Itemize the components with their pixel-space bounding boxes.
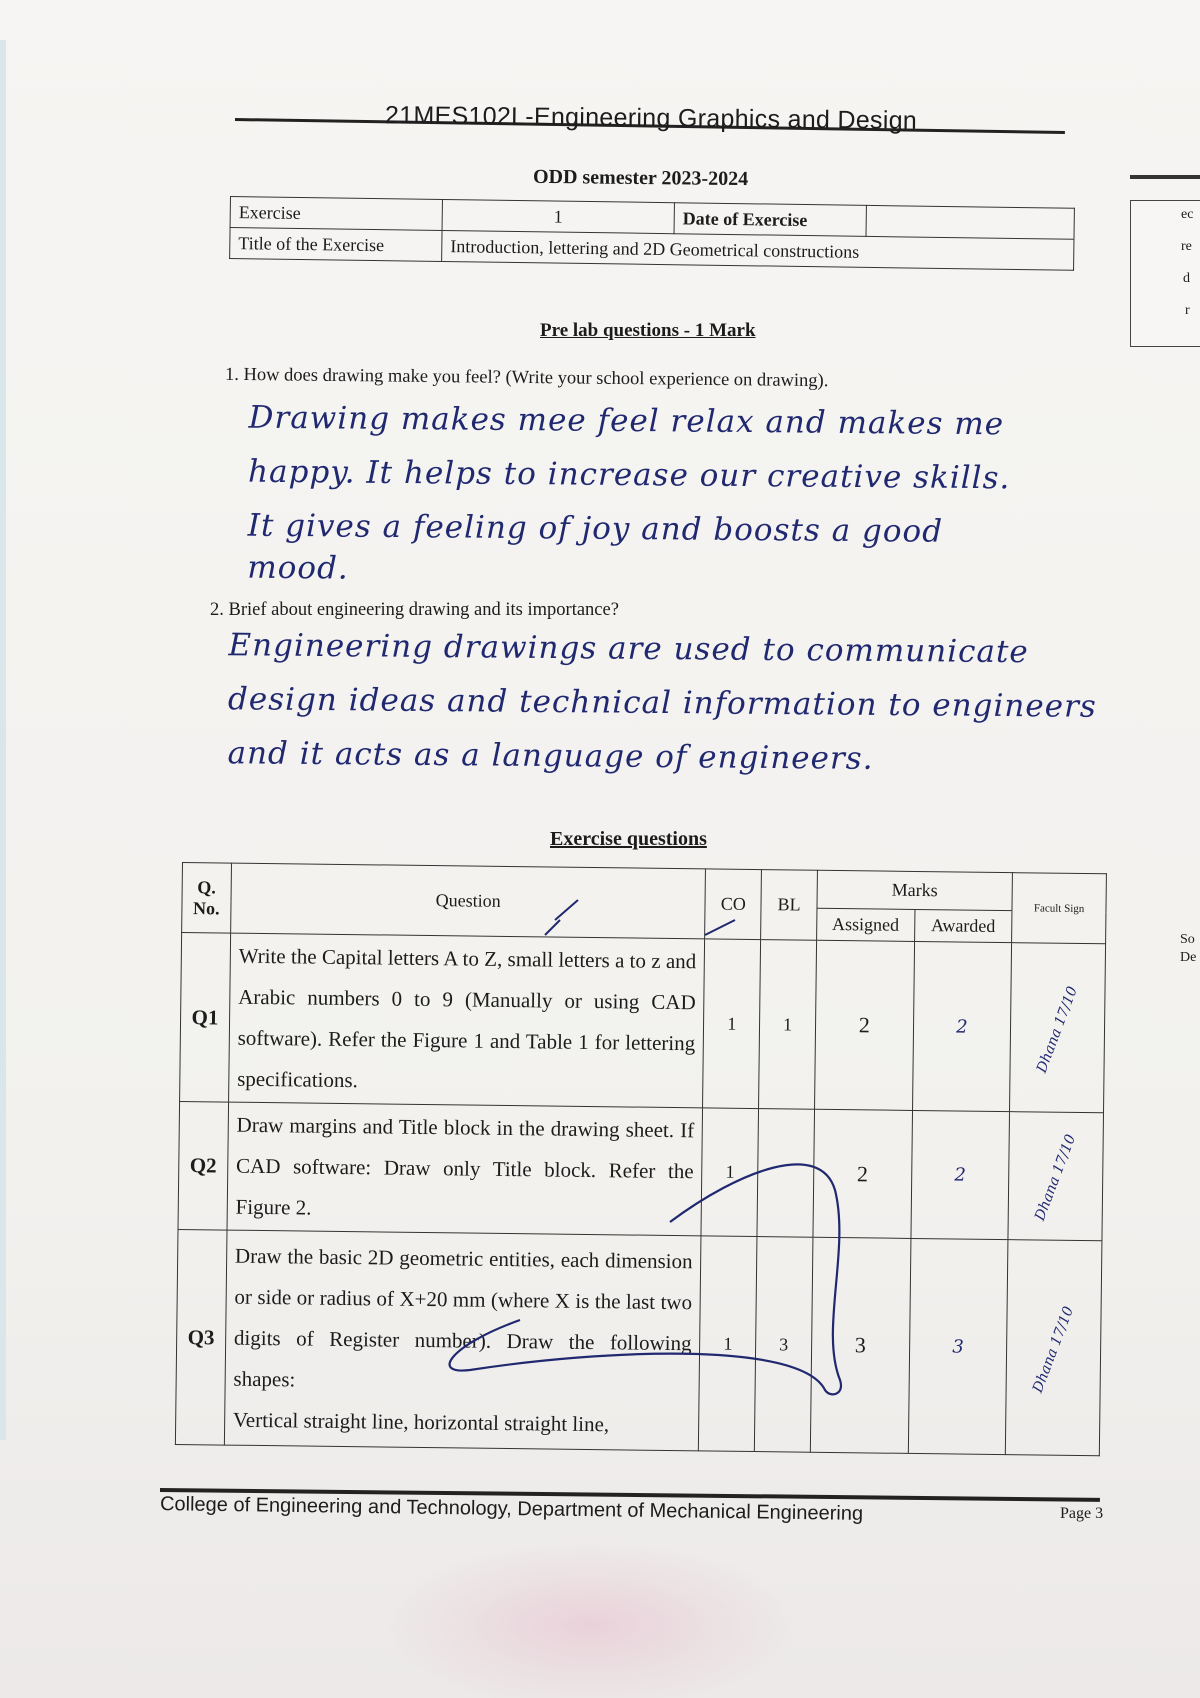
row-assigned: 2 [814,940,914,1110]
adjacent-page-fragment [1130,200,1200,347]
exercise-label: Exercise [230,197,442,231]
answer-1-line: happy. It helps to increase our creative skills. [247,453,1011,497]
prelab-question-2: 2. Brief about engineering drawing and its importance? [210,600,619,620]
fragment-text: d [1183,271,1190,286]
semester-label: ODD semester 2023-2024 [532,165,749,191]
adjacent-page-rule [1130,175,1200,179]
answer-1-line: mood. [247,549,349,587]
prelab-question-1: 1. How does drawing make you feel? (Write your school experience on drawing). [224,364,829,392]
row-awarded: 3 [908,1238,1008,1454]
col-qno: Q. No. [182,863,232,934]
col-faculty-sign: Facult Sign [1012,873,1107,944]
col-question: Question [230,863,705,939]
prelab-heading: Pre lab questions - 1 Mark [540,320,756,341]
row-qno: Q1 [180,933,231,1103]
row-awarded: 2 [912,941,1012,1111]
answer-1-line: Drawing makes mee feel relax and makes me [248,399,1005,443]
fragment-text: ec [1181,207,1194,222]
title-value: Introduction, lettering and 2D Geometrical constructions [442,230,1074,270]
page-number: Page 3 [1060,1505,1104,1522]
row-qno: Q3 [175,1229,226,1445]
col-bl: BL [761,870,817,941]
row-co: 1 [701,1108,758,1237]
fragment-text: r [1185,303,1190,318]
footer-text: College of Engineering and Technology, Department of Mechanical Engineering [159,1493,864,1525]
row-qno: Q2 [178,1101,228,1230]
row-co: 1 [703,939,761,1109]
col-awarded: Awarded [914,909,1012,942]
answer-1-line: It gives a feeling of joy and boosts a good [247,507,944,550]
pen-stroke [450,1164,841,1394]
faculty-signature: Dhana 17/10 [1034,983,1082,1075]
row-bl: 1 [759,940,817,1110]
col-marks: Marks [817,870,1013,910]
row-assigned: 2 [813,1109,912,1238]
row-assigned: 3 [810,1237,910,1453]
col-assigned: Assigned [816,908,914,941]
answer-2-line: and it acts as a language of engineers. [227,735,874,777]
faculty-signature: Dhana 17/10 [1030,1303,1078,1395]
row-awarded: 2 [911,1110,1010,1239]
exercise-heading: Exercise questions [550,828,707,850]
fragment-text: So [1180,932,1195,947]
row-question: Draw the basic 2D geometric entities, each dimension or side or radius of X+20 mm (where X is the last two digits of Register number). Draw the following shapes: [233,1243,693,1391]
pen-tick-marks [545,900,735,935]
row-bl: 3 [755,1237,813,1453]
title-label: Title of the Exercise [230,228,442,262]
faculty-signature: Dhana 17/10 [1032,1132,1080,1223]
course-title: 21MES102L-Engineering Graphics and Design [384,101,918,135]
row-question: Write the Capital letters A to Z, small letters a to z and Arabic numbers 0 to 9 (Manually or using CAD software). Refer the Figure 1 and Table 1 for lettering specifications. [228,933,705,1108]
row-co: 1 [699,1236,757,1452]
answer-2-line: design ideas and technical information to engineers [227,681,1097,725]
fragment-text: re [1181,239,1192,254]
fragment-text: De [1180,950,1197,965]
exercise-number: 1 [442,199,674,233]
col-co: CO [705,869,762,940]
row-question-continued: Vertical straight line, horizontal straight line, [232,1407,610,1436]
row-question: Draw margins and Title block in the drawing sheet. If CAD software: Draw only Title block. Refer the Figure 2. [227,1102,703,1236]
answer-2-line: Engineering drawings are used to communicate [228,627,1029,671]
date-label: Date of Exercise [674,203,866,237]
